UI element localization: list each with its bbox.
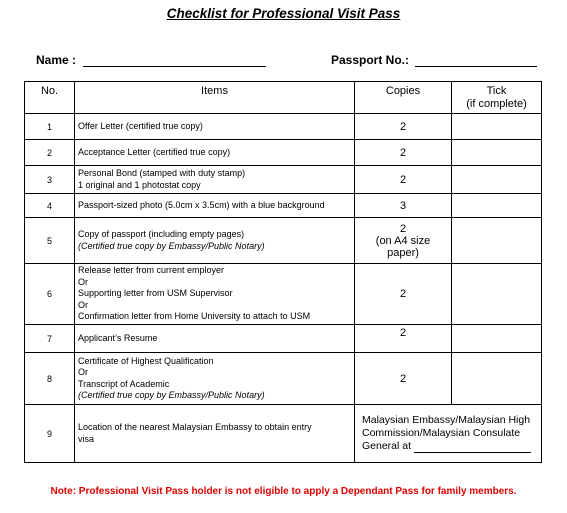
tick-cell[interactable] <box>452 353 542 405</box>
embassy-line: Commission/Malaysian Consulate <box>362 427 521 439</box>
copies-line: (on A4 size <box>375 234 431 247</box>
copies-line: paper) <box>387 246 419 259</box>
embassy-input-line[interactable] <box>414 442 531 453</box>
table-row <box>25 140 542 166</box>
row-item <box>75 114 355 140</box>
row-item <box>75 353 355 405</box>
header-tick-label: Tick <box>486 85 507 97</box>
row-number: 4 <box>25 194 75 218</box>
row-item <box>75 264 355 325</box>
name-label: Name : <box>36 53 77 67</box>
tick-cell[interactable] <box>452 194 542 218</box>
header-row <box>25 82 542 114</box>
row-copies: 2 <box>355 353 452 405</box>
row-number: 8 <box>25 353 75 405</box>
row-number: 3 <box>25 166 75 194</box>
table-row <box>25 114 542 140</box>
item-note: (Certified true copy by Embassy/Public Notary) <box>78 240 265 251</box>
item-line: Confirmation letter from Home University to attach to USM <box>78 311 311 322</box>
copies-line: 2 <box>399 222 407 235</box>
row-item <box>75 405 355 463</box>
table-row <box>25 353 542 405</box>
row-copies: 3 <box>355 194 452 218</box>
item-line: Acceptance Letter (certified true copy) <box>78 146 231 157</box>
tick-cell[interactable] <box>452 140 542 166</box>
item-line: Transcript of Academic <box>78 378 170 389</box>
item-line: Copy of passport (including empty pages) <box>78 229 245 239</box>
tick-cell[interactable] <box>452 218 542 264</box>
embassy-line: General at <box>362 440 412 452</box>
row-number: 6 <box>25 264 75 325</box>
row-copies: 2 <box>355 325 452 353</box>
table-row <box>25 218 542 264</box>
header-tick-sub: (if complete) <box>466 98 527 110</box>
item-line: Offer Letter (certified true copy) <box>78 120 203 131</box>
row-number: 1 <box>25 114 75 140</box>
row-number: 9 <box>25 405 75 463</box>
tick-cell[interactable] <box>452 166 542 194</box>
item-line: Applicant’s Resume <box>78 332 158 343</box>
item-line: visa <box>78 433 95 444</box>
table-row <box>25 194 542 218</box>
name-input-line[interactable] <box>83 54 266 67</box>
table-row <box>25 264 542 325</box>
name-field <box>36 53 266 67</box>
tick-cell[interactable] <box>452 114 542 140</box>
embassy-cell <box>355 405 542 463</box>
row-item <box>75 325 355 353</box>
item-line: Supporting letter from USM Supervisor <box>78 288 233 299</box>
passport-label: Passport No.: <box>331 53 410 67</box>
tick-cell[interactable] <box>452 264 542 325</box>
item-line: Certificate of Highest Qualification <box>78 355 214 366</box>
item-line: Release letter from current employer <box>78 265 225 276</box>
table-row <box>25 405 542 463</box>
eligibility-note: Note: Professional Visit Pass holder is not eligible to apply a Dependant Pass for family members. <box>50 486 517 497</box>
item-line: 1 original and 1 photostat copy <box>78 179 201 190</box>
tick-cell[interactable] <box>452 325 542 353</box>
embassy-line: Malaysian Embassy/Malaysian High <box>362 414 531 426</box>
header-no: No. <box>25 82 75 114</box>
row-number: 5 <box>25 218 75 264</box>
header-tick <box>452 82 542 114</box>
row-copies: 2 <box>355 114 452 140</box>
row-copies <box>355 218 452 264</box>
passport-field <box>331 53 537 67</box>
table-row <box>25 325 542 353</box>
header-items: Items <box>75 82 355 114</box>
row-item <box>75 194 355 218</box>
passport-input-line[interactable] <box>415 54 537 67</box>
document-title: Checklist for Professional Visit Pass <box>166 6 401 21</box>
item-line: Or <box>78 367 88 377</box>
row-copies: 2 <box>355 166 452 194</box>
row-number: 2 <box>25 140 75 166</box>
item-line: Or <box>78 276 88 287</box>
row-item <box>75 140 355 166</box>
row-copies: 2 <box>355 140 452 166</box>
row-item <box>75 218 355 264</box>
item-line: Or <box>78 299 88 310</box>
item-line: Location of the nearest Malaysian Embassy to obtain entry <box>78 422 312 432</box>
row-number: 7 <box>25 325 75 353</box>
item-line: Personal Bond (stamped with duty stamp) <box>78 168 246 178</box>
item-note: (Certified true copy by Embassy/Public Notary) <box>78 390 265 400</box>
item-line: Passport-sized photo (5.0cm x 3.5cm) with a blue background <box>78 199 325 210</box>
checklist-table <box>24 81 542 463</box>
table-row <box>25 166 542 194</box>
header-copies: Copies <box>355 82 452 114</box>
row-copies: 2 <box>355 264 452 325</box>
row-item <box>75 166 355 194</box>
